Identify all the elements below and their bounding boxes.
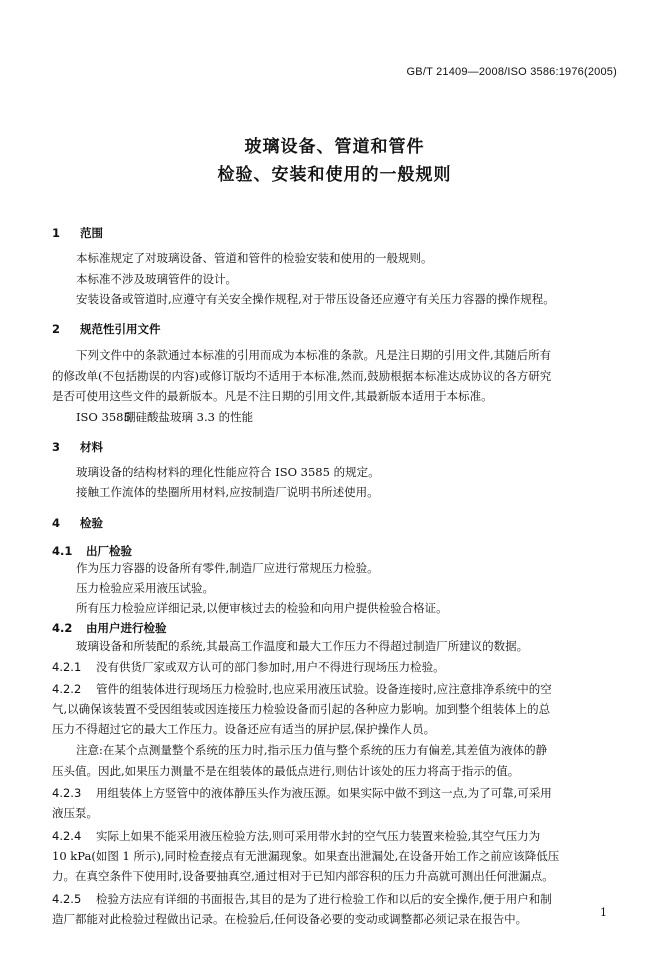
clause-4-2-3 xyxy=(52,785,552,801)
subsection-number: 4.1 xyxy=(52,544,73,558)
clause-4-2-5 xyxy=(52,891,552,907)
standard-code: GB/T 21409—2008/ISO 3586:1976(2005) xyxy=(406,66,617,78)
paragraph: 玻璃设备和所装配的系统,其最高工作温度和最大工作压力不得超过制造厂所建议的数据。 xyxy=(76,639,529,653)
subsection-title: 由用户进行检验 xyxy=(86,621,167,635)
section-3-heading xyxy=(52,439,103,455)
normative-reference xyxy=(76,409,253,425)
note-line: 注意:在某个点测量整个系统的压力时,指示压力值与整个系统的压力有偏差,其差值为液体的静 xyxy=(76,743,548,757)
section-title: 规范性引用文件 xyxy=(80,322,161,336)
clause-number: 4.2.1 xyxy=(52,660,82,674)
clause-4-2-2 xyxy=(52,681,552,697)
paragraph: 作为压力容器的设备所有零件,制造厂应进行常规压力检验。 xyxy=(76,561,379,575)
title-line-2: 检验、安装和使用的一般规则 xyxy=(217,165,452,185)
section-number: 3 xyxy=(52,440,61,454)
clause-number: 4.2.5 xyxy=(52,892,82,906)
section-title: 范围 xyxy=(80,226,103,240)
clause-4-2-1 xyxy=(52,659,445,675)
paragraph: 接触工作流体的垫圈所用材料,应按制造厂说明书所述使用。 xyxy=(76,485,379,499)
paragraph: 本标准不涉及玻璃管件的设计。 xyxy=(76,272,237,286)
paragraph-line: 压力不得超过它的最大工作压力。设备还应有适当的屏护层,保护操作人员。 xyxy=(52,722,436,736)
paragraph-line: 的修改单(不包括勘误的内容)或修订版均不适用于本标准,然而,鼓励根据本标准达成协议的各方研究 xyxy=(52,369,552,383)
clause-text: 实际上如果不能采用液压检验方法,则可采用带水封的空气压力装置来检验,其空气压力为 xyxy=(96,829,541,843)
paragraph-line: 下列文件中的条款通过本标准的引用而成为本标准的条款。凡是注日期的引用文件,其随后所有 xyxy=(76,348,552,362)
paragraph: 本标准规定了对玻璃设备、管道和管件的检验安装和使用的一般规则。 xyxy=(76,251,433,265)
section-title: 检验 xyxy=(80,516,103,530)
section-number: 1 xyxy=(52,226,61,240)
page-number: 1 xyxy=(600,906,607,919)
paragraph: 所有压力检验应详细记录,以便审核过去的检验和向用户提供检验合格证。 xyxy=(76,601,448,615)
clause-number: 4.2.2 xyxy=(52,682,82,696)
subsection-4-1-heading xyxy=(52,543,132,559)
paragraph-line: 造厂都能对此检验过程做出记录。在检验后,任何设备必要的变动或调整都必须记录在报告中。 xyxy=(52,912,528,926)
paragraph-line: 是否可使用这些文件的最新版本。凡是不注日期的引用文件,其最新版本适用于本标准。 xyxy=(52,389,493,403)
clause-text: 用组装体上方竖管中的液体静压头作为液压源。如果实际中做不到这一点,为了可靠,可采用 xyxy=(96,786,552,800)
clause-number: 4.2.3 xyxy=(52,786,82,800)
paragraph-line: 10 kPa(如图 1 所示),同时检查接点有无泄漏现象。如果查出泄漏处,在设备开始工作之前应该降低压 xyxy=(52,849,560,863)
paragraph: 压力检验应采用液压试验。 xyxy=(76,581,214,595)
paragraph: 玻璃设备的结构材料的理化性能应符合 ISO 3585 的规定。 xyxy=(76,465,380,479)
clause-text: 管件的组装体进行现场压力检验时,也应采用液压试验。设备连接时,应注意排净系统中的空 xyxy=(96,682,552,696)
clause-text: 检验方法应有详细的书面报告,其目的是为了进行检验工作和以后的安全操作,便于用户和制 xyxy=(96,892,552,906)
note-line: 压头值。因此,如果压力测量不是在组装体的最低点进行,则估计该处的压力将高于指示的值。 xyxy=(52,764,520,778)
reference-code: ISO 3585 xyxy=(76,410,131,424)
subsection-4-2-heading xyxy=(52,620,167,636)
paragraph-line: 液压泵。 xyxy=(52,806,98,820)
reference-title: 硼硅酸盐玻璃 3.3 的性能 xyxy=(124,410,254,424)
section-title: 材料 xyxy=(80,440,103,454)
paragraph-line: 力。在真空条件下使用时,设备要抽真空,通过相对于已知内部容积的压力升高就可测出任何泄漏点。 xyxy=(52,869,554,883)
section-number: 4 xyxy=(52,516,61,530)
title-line-1: 玻璃设备、管道和管件 xyxy=(244,137,425,157)
section-2-heading xyxy=(52,321,161,337)
subsection-title: 出厂检验 xyxy=(86,544,132,558)
clause-number: 4.2.4 xyxy=(52,829,82,843)
subsection-number: 4.2 xyxy=(52,621,73,635)
clause-text: 没有供货厂家或双方认可的部门参加时,用户不得进行现场压力检验。 xyxy=(96,660,445,674)
clause-4-2-4 xyxy=(52,828,540,844)
paragraph: 安装设备或管道时,应遵守有关安全操作规程,对于带压设备还应遵守有关压力容器的操作规程。 xyxy=(76,292,555,306)
section-1-heading xyxy=(52,225,103,241)
section-4-heading xyxy=(52,515,103,531)
section-number: 2 xyxy=(52,322,61,336)
paragraph-line: 气,以确保该装置不受因组装或因连接压力检验设备而引起的各种应力影响。加到整个组装体上的总 xyxy=(52,702,551,716)
